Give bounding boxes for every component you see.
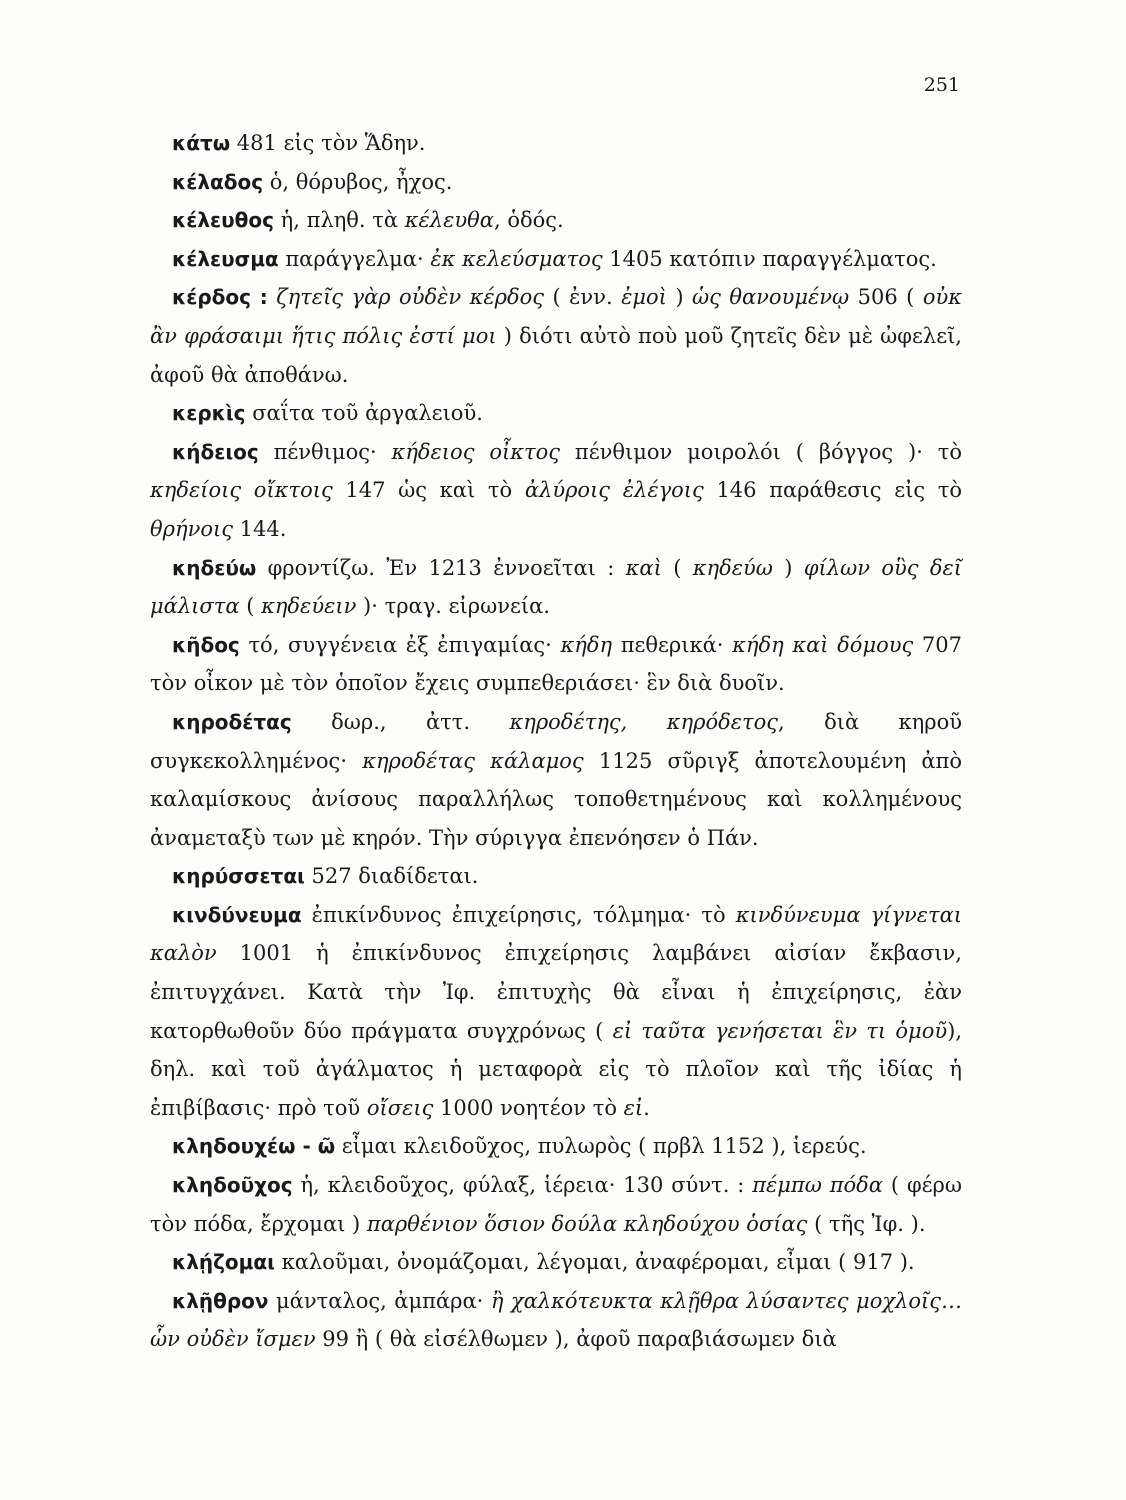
dictionary-entries xyxy=(150,124,962,1359)
entry-definition: πεθερικά· xyxy=(612,632,733,657)
entry-definition: . xyxy=(643,1095,650,1120)
entry-quotation: κηδεύειν xyxy=(261,594,357,619)
entry-definition: 147 ὡς καὶ τὸ xyxy=(332,478,525,503)
entry-quotation: κηροδέτης, κηρόδετος xyxy=(509,709,779,734)
entry-headword: κηρύσσεται xyxy=(172,864,305,889)
entry-quotation: πέμπω πόδα xyxy=(752,1173,883,1198)
entry-definition: ) xyxy=(772,555,804,580)
entry-definition: 506 ( xyxy=(849,285,923,310)
entry-headword: κέλευσμα xyxy=(172,246,279,271)
entry-definition: τό, συγγένεια ἐξ ἐπιγαμίας· xyxy=(239,632,561,657)
entry-headword: κήδειος xyxy=(172,439,259,464)
entry-definition: 527 διαδίδεται. xyxy=(304,864,479,889)
entry-definition: φροντίζω. Ἐν 1213 ἐννοεῖται : xyxy=(256,555,626,580)
page-number: 251 xyxy=(923,74,960,96)
entry-quotation: καὶ xyxy=(625,555,662,580)
entry-quotation: κήδειος οἶκτος xyxy=(391,439,561,464)
dictionary-entry xyxy=(150,703,962,857)
entry-definition: 707 τὸν οἶκον μὲ τὸν ὁποῖον ἔχεις συμπεθεριάσει· ἓν διὰ δυοῖν. xyxy=(150,632,962,696)
entry-definition: ἐπικίνδυνος ἐπιχείρησις, τόλμημα· τὸ xyxy=(301,902,736,927)
entry-definition: μάνταλος, ἀμπάρα· xyxy=(268,1288,491,1313)
entry-definition: , διὰ κηροῦ συγκεκολλημένος· xyxy=(150,709,962,773)
entry-definition: ( τῆς Ἰφ. ). xyxy=(807,1211,926,1236)
entry-headword: κινδύνευμα xyxy=(172,902,302,927)
entry-quotation: θρήνοις xyxy=(150,516,233,541)
entry-headword: κληδοῦχος xyxy=(172,1173,293,1198)
entry-quotation: εἰ ταῦτα γενήσεται ἓν τι ὁμοῦ xyxy=(612,1018,948,1043)
dictionary-entry xyxy=(150,626,962,703)
entry-definition: ) xyxy=(666,285,692,310)
dictionary-entry xyxy=(150,1243,962,1282)
entry-definition: παράγγελμα· xyxy=(278,246,431,271)
entry-definition: , ὁδός. xyxy=(493,208,564,233)
entry-headword: κέλευθος xyxy=(172,208,274,233)
entry-definition: 1405 κατόπιν παραγγέλματος. xyxy=(602,246,937,271)
entry-quotation: κήδη xyxy=(560,632,613,657)
entry-headword: κηροδέτας xyxy=(172,709,292,734)
dictionary-entry xyxy=(150,857,962,896)
entry-definition xyxy=(268,285,276,309)
entry-definition: πένθιμον μοιρολόι ( βόγγος )· τὸ xyxy=(560,439,963,464)
entry-definition: σαΐτα τοῦ ἀργαλειοῦ. xyxy=(245,401,483,426)
entry-quotation: παρθένιον ὅσιον δούλα κληδούχου ὁσίας xyxy=(366,1211,808,1236)
entry-definition: ἡ, κλειδοῦχος, φύλαξ, ἱέρεια· 130 σύντ. : xyxy=(292,1173,753,1198)
entry-headword: κῆδος xyxy=(172,632,240,657)
dictionary-entry xyxy=(150,394,962,433)
entry-definition: ( φέρω τὸν πόδα, ἔρχομαι ) xyxy=(150,1173,962,1236)
entry-headword: κερκὶς xyxy=(172,401,246,426)
dictionary-entry xyxy=(150,163,962,202)
entry-definition: 481 εἰς τὸν Ἅδην. xyxy=(230,131,426,155)
dictionary-entry xyxy=(150,433,962,549)
entry-quotation: κινδύνευμα γίγνεται καλὸν xyxy=(150,902,963,966)
entry-definition: )· τραγ. εἰρωνεία. xyxy=(356,594,550,619)
entry-headword: κλῇθρον xyxy=(172,1288,269,1313)
dictionary-entry xyxy=(150,1282,962,1359)
entry-headword: κηδεύω xyxy=(172,555,257,580)
entry-quotation: κηδεύω xyxy=(692,555,773,580)
entry-quotation: ἐκ κελεύσματος xyxy=(430,246,603,271)
entry-definition: ( ἐνν. xyxy=(544,285,622,310)
dictionary-entry xyxy=(150,124,962,163)
entry-quotation: ἀλύροις ἐλέγοις xyxy=(524,478,704,503)
dictionary-entry xyxy=(150,1166,962,1243)
entry-quotation: κέλευθα xyxy=(404,208,494,233)
entry-definition: πένθιμος· xyxy=(258,439,392,464)
entry-definition: ( xyxy=(661,555,693,580)
dictionary-entry xyxy=(150,1127,962,1166)
entry-quotation: ἢ χαλκότευκτα κλῇθρα λύσαντες μοχλοῖς… ὧν οὐδὲν ἴσμεν xyxy=(150,1288,963,1352)
dictionary-entry xyxy=(150,549,962,626)
entry-quotation: κηδείοις οἴκτοις xyxy=(150,478,333,503)
entry-definition: δωρ., ἀττ. xyxy=(291,709,510,734)
entry-quotation: εἰ xyxy=(623,1095,644,1120)
dictionary-entry xyxy=(150,896,962,1128)
dictionary-entry xyxy=(150,240,962,279)
entry-quotation: ὡς θανουμένῳ xyxy=(692,285,850,310)
entry-headword: κλῄζομαι xyxy=(172,1250,275,1275)
entry-definition: ἡ, πληθ. τὰ xyxy=(273,208,405,233)
entry-headword: κέρδος : xyxy=(172,285,268,310)
entry-quotation: κήδη καὶ δόμους xyxy=(732,632,914,657)
entry-headword: κάτω xyxy=(172,131,231,155)
entry-headword: κληδουχέω - ῶ xyxy=(172,1134,336,1159)
entry-definition: ( xyxy=(239,594,262,619)
entry-quotation: οὐκ ἂν φράσαιμι ἥτις πόλις ἐστί μοι xyxy=(150,285,962,348)
entry-quotation: φίλων οὓς δεῖ μάλιστα xyxy=(150,555,963,619)
entry-quotation: κηροδέτας κάλαμος xyxy=(362,748,584,773)
entry-definition: 99 ἢ ( θὰ εἰσέλθωμεν ), ἀφοῦ παραβιάσωμεν διὰ xyxy=(315,1327,837,1352)
entry-quotation: ἐμοὶ xyxy=(621,285,667,310)
entry-definition: 1001 ἡ ἐπικίνδυνος ἐπιχείρησις λαμβάνει αἰσίαν ἔκβασιν, ἐπιτυγχάνει. Κατὰ τὴν Ἰφ. ἐπιτυχὴς θὰ εἶναι ἡ ἐπιχείρησις, ἐὰν κατορθωθοῦν δύο πράγματα συγχρόνως ( xyxy=(150,941,962,1043)
entry-definition: ὁ, θόρυβος, ἦχος. xyxy=(263,169,453,194)
entry-quotation: ζητεῖς γὰρ οὐδὲν κέρδος xyxy=(276,285,545,310)
entry-quotation: οἴσεις xyxy=(366,1095,434,1120)
entry-definition: 1000 νοητέον τὸ xyxy=(433,1095,624,1120)
dictionary-entry xyxy=(150,278,962,394)
dictionary-entry xyxy=(150,201,962,240)
entry-definition: ), δηλ. καὶ τοῦ ἀγάλματος ἡ μεταφορὰ εἰς τὸ πλοῖον καὶ τῆς ἰδίας ἡ ἐπιβίβασις· πρὸ τοῦ xyxy=(150,1018,962,1120)
entry-definition: 1125 σῦριγξ ἀποτελουμένη ἀπὸ καλαμίσκους ἀνίσους παραλλήλως τοποθετημένους καὶ κολλημένους ἀναμεταξὺ των μὲ κηρόν. Τὴν σύριγγα ἐπενόησεν ὁ Πάν. xyxy=(150,748,962,850)
entry-definition: 144. xyxy=(232,516,287,541)
entry-definition: ) διότι αὐτὸ ποὺ μοῦ ζητεῖς δὲν μὲ ὠφελεῖ, ἀφοῦ θὰ ἀποθάνω. xyxy=(150,323,962,387)
entry-definition: εἶμαι κλειδοῦχος, πυλωρὸς ( πρβλ 1152 ), ἱερεύς. xyxy=(335,1134,867,1159)
entry-definition: 146 παράθεσις εἰς τὸ xyxy=(703,478,963,503)
entry-headword: κέλαδος xyxy=(172,169,264,194)
entry-definition: καλοῦμαι, ὀνομάζομαι, λέγομαι, ἀναφέρομαι, εἶμαι ( 917 ). xyxy=(274,1250,915,1275)
